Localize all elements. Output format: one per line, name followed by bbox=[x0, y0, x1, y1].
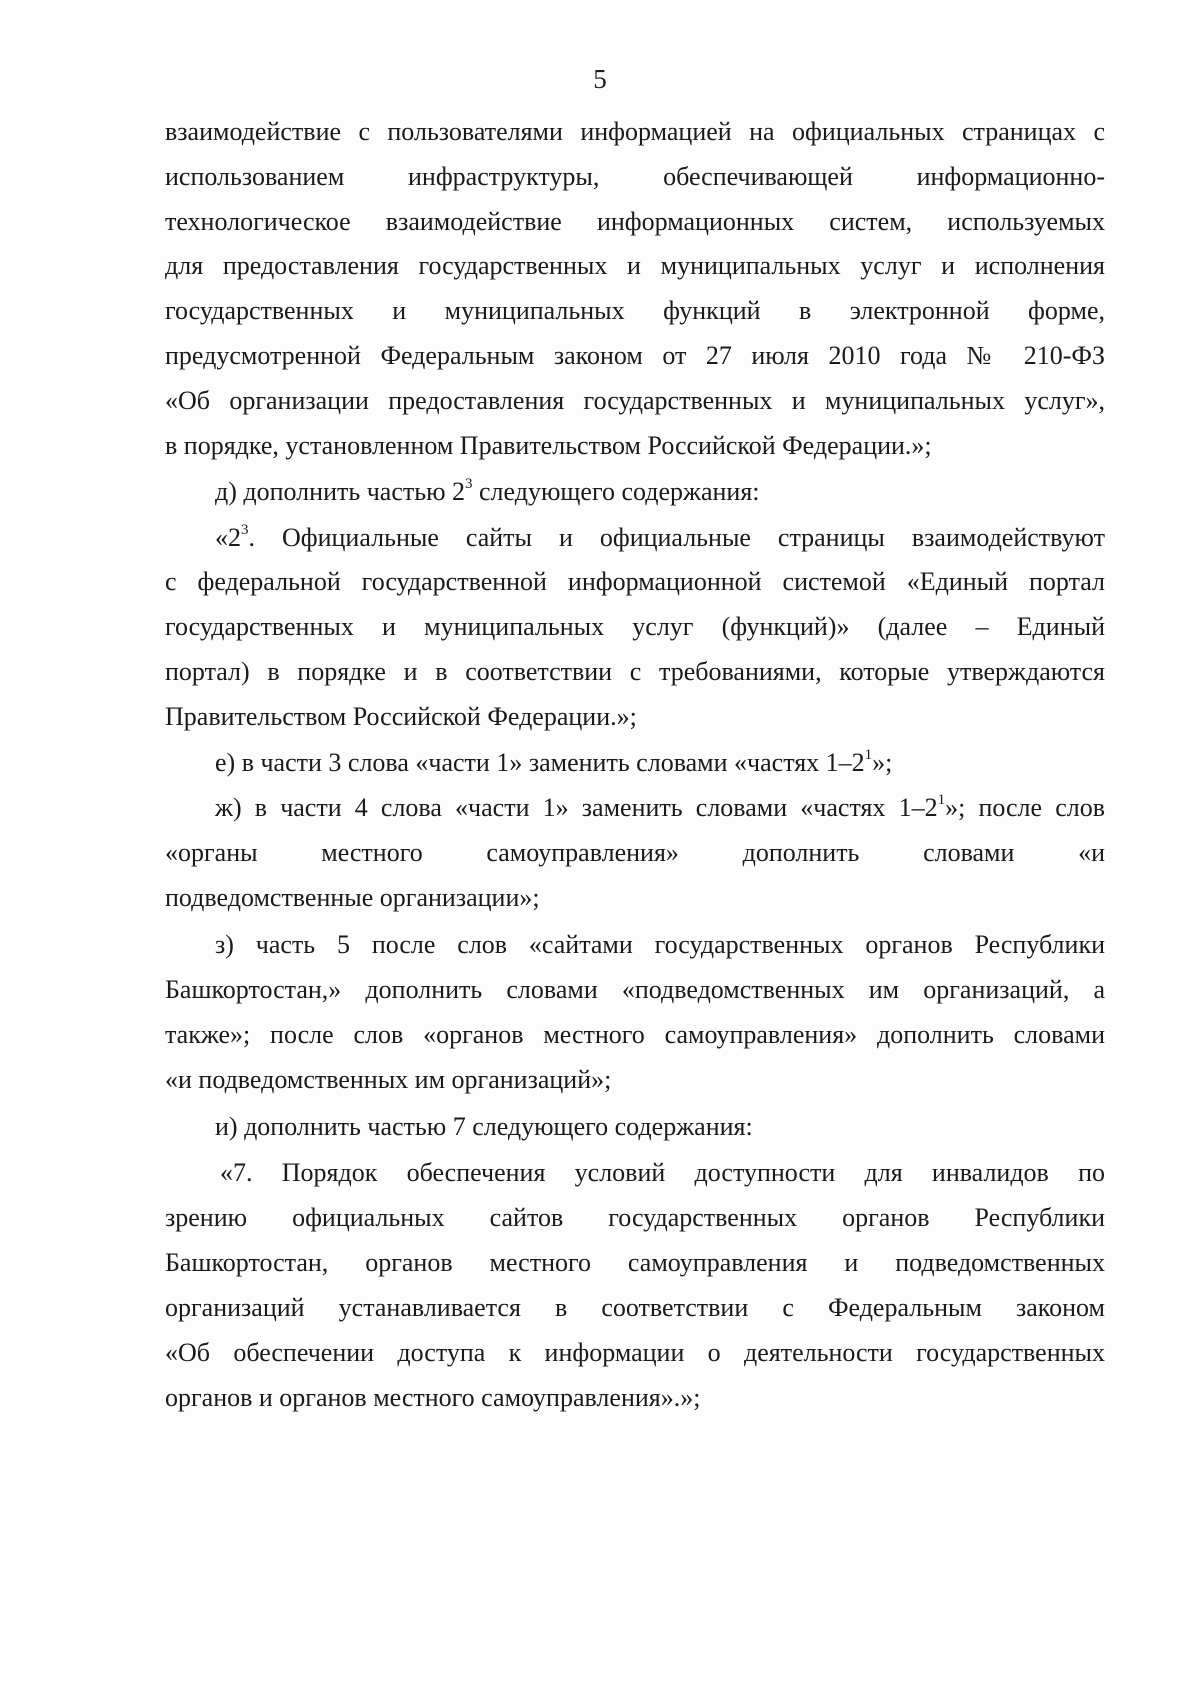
text-line: и) дополнить частью 7 следующего содержания: bbox=[215, 1112, 753, 1141]
text-line: «7. Порядок обеспечения условий доступности для инвалидов по bbox=[220, 1158, 1105, 1187]
superscript: 1 bbox=[864, 747, 873, 764]
text-line: портал) в порядке и в соответствии с требованиями, которые утверждаются bbox=[165, 657, 1105, 686]
text-line: «и подведомственных им организаций»; bbox=[165, 1065, 612, 1094]
text-line bbox=[215, 748, 1105, 778]
text-line: «Об обеспечении доступа к информации о деятельности государственных bbox=[165, 1338, 1105, 1367]
text-line: Правительством Российской Федерации.»; bbox=[165, 702, 637, 731]
text-line: предусмотренной Федеральным законом от 27 июля 2010 года № 210-ФЗ bbox=[165, 341, 1105, 370]
text-line: подведомственные организации»; bbox=[165, 883, 540, 912]
text-line: зрению официальных сайтов государственных органов Республики bbox=[165, 1203, 1105, 1232]
text-segment: . Официальные сайты и официальные страницы взаимодействуют bbox=[248, 523, 1105, 552]
text-line: «Об организации предоставления государственных и муниципальных услуг», bbox=[165, 386, 1105, 415]
text-line: технологическое взаимодействие информационных систем, используемых bbox=[165, 207, 1105, 236]
text-line bbox=[215, 523, 1105, 553]
text-segment: следующего содержания: bbox=[472, 477, 760, 506]
page-number: 5 bbox=[593, 64, 607, 94]
text-line: «органы местного самоуправления» дополнить словами «и bbox=[165, 838, 1105, 867]
text-line: также»; после слов «органов местного самоуправления» дополнить словами bbox=[165, 1020, 1105, 1049]
superscript: 3 bbox=[465, 476, 473, 493]
text-line: организаций устанавливается в соответствии с Федеральным законом bbox=[165, 1293, 1105, 1322]
text-line: государственных и муниципальных функций в электронной форме, bbox=[165, 296, 1105, 325]
text-line bbox=[215, 477, 1105, 507]
text-segment: ж) в части 4 слова «части 1» заменить словами «частях 1–2 bbox=[215, 793, 938, 822]
text-segment: «2 bbox=[215, 523, 241, 552]
text-line: государственных и муниципальных услуг (функций)» (далее – Единый bbox=[165, 612, 1105, 641]
text-line: з) часть 5 после слов «сайтами государственных органов Республики bbox=[215, 930, 1105, 959]
text-line: Башкортостан, органов местного самоуправления и подведомственных bbox=[165, 1248, 1105, 1277]
text-line: в порядке, установленном Правительством Российской Федерации.»; bbox=[165, 431, 932, 460]
text-line: с федеральной государственной информационной системой «Единый портал bbox=[165, 567, 1105, 596]
text-segment: е) в части 3 слова «части 1» заменить словами «частях 1–2 bbox=[215, 748, 865, 777]
superscript: 1 bbox=[937, 792, 946, 809]
text-line: органов и органов местного самоуправления».»; bbox=[165, 1383, 701, 1412]
text-segment: »; bbox=[872, 748, 893, 777]
text-line: для предоставления государственных и муниципальных услуг и исполнения bbox=[165, 251, 1105, 280]
text-line: использованием инфраструктуры, обеспечивающей информационно- bbox=[165, 162, 1105, 191]
text-line: Башкортостан,» дополнить словами «подведомственных им организаций, а bbox=[165, 975, 1105, 1004]
text-segment: »; после слов bbox=[945, 793, 1106, 822]
text-segment: д) дополнить частью 2 bbox=[215, 477, 466, 506]
superscript: 3 bbox=[241, 522, 249, 539]
text-line: взаимодействие с пользователями информацией на официальных страницах с bbox=[165, 117, 1105, 146]
text-line bbox=[215, 793, 1105, 823]
